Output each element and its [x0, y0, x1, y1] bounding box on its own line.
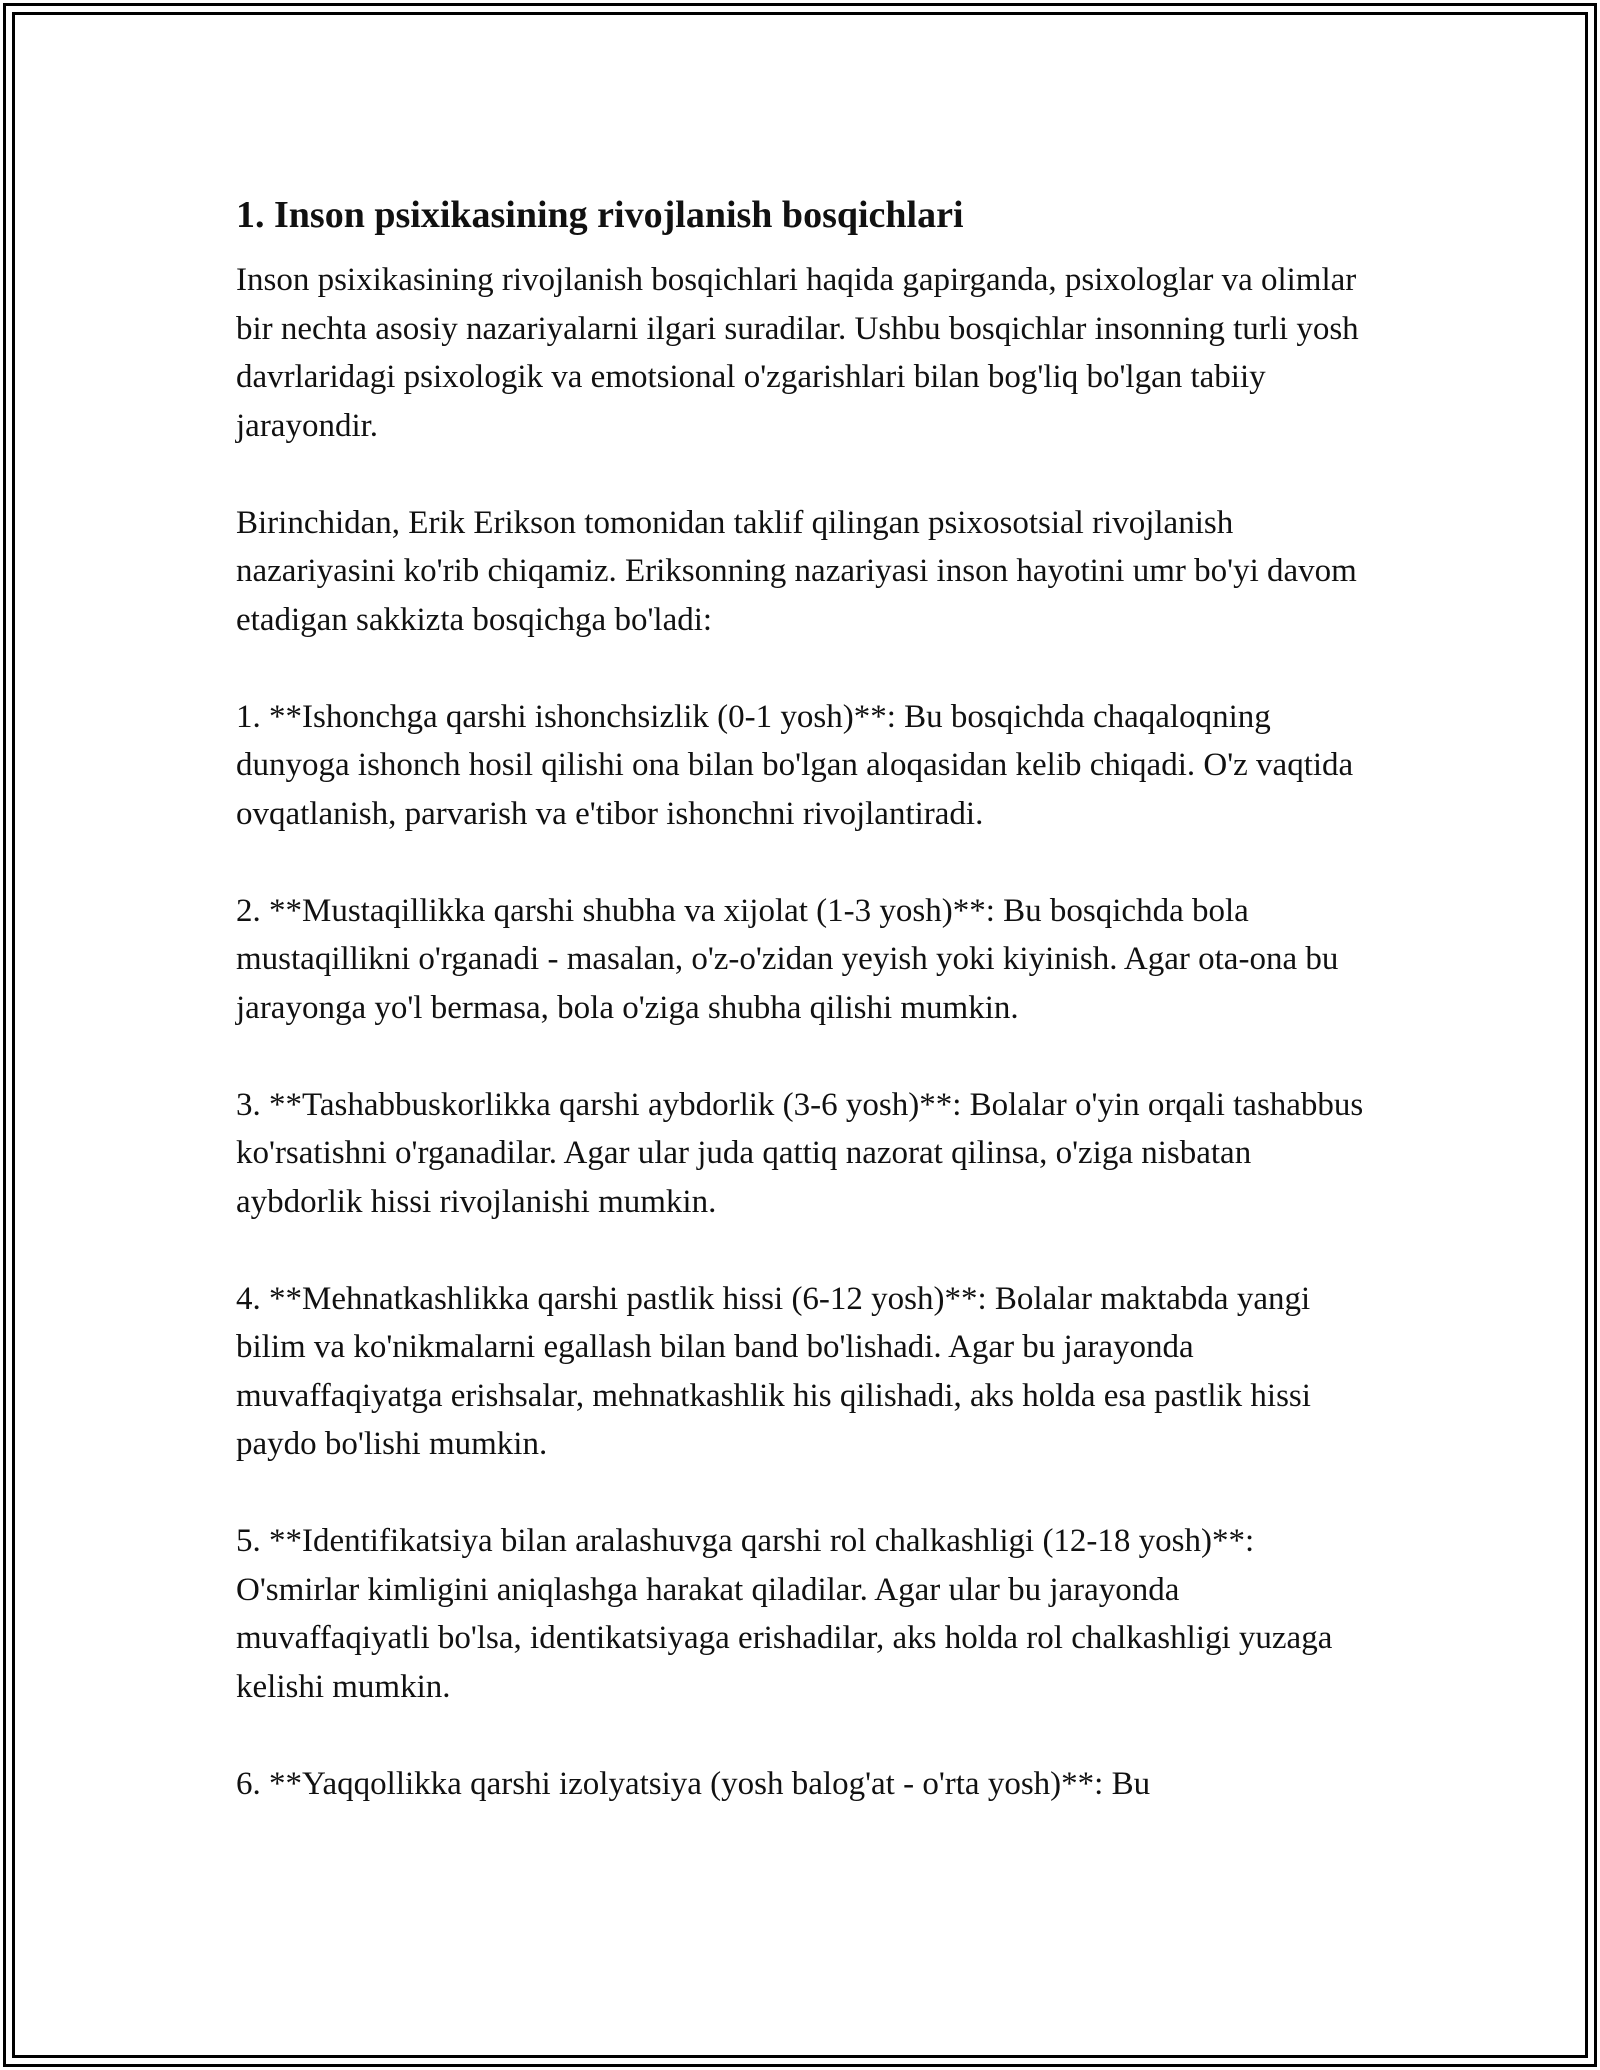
paragraph-erikson-intro: Birinchidan, Erik Erikson tomonidan taklif qilingan psixosotsial rivojlanish nazariyasini ko'rib chiqamiz. Eriksonning nazariyasi inson hayotini umr bo'yi davom etadigan sakkizta bosqichga bo'ladi: [236, 504, 1357, 638]
document-title: 1. Inson psixikasining rivojlanish bosqichlari [236, 194, 964, 236]
list-item-stage-4: 4. **Mehnatkashlikka qarshi pastlik hissi (6-12 yosh)**: Bolalar maktabda yangi bilim va ko'nikmalarni egallash bilan band bo'lishadi. Agar bu jarayonda muvaffaqiyatga erishsalar, mehnatkashlik his qilishadi, aks holda esa pastlik hissi paydo bo'lishi mumkin. [236, 1280, 1311, 1462]
list-item-stage-6: 6. **Yaqqollikka qarshi izolyatsiya (yosh balog'at - o'rta yosh)**: Bu [236, 1765, 1151, 1802]
list-item-stage-3: 3. **Tashabbuskorlikka qarshi aybdorlik (3-6 yosh)**: Bolalar o'yin orqali tashabbus ko'rsatishni o'rganadilar. Agar ular juda qattiq nazorat qilinsa, o'ziga nisbatan aybdorlik hissi rivojlanishi mumkin. [236, 1086, 1364, 1220]
paragraph-intro: Inson psixikasining rivojlanish bosqichlari haqida gapirganda, psixologlar va olimlar bir nechta asosiy nazariyalarni ilgari suradilar. Ushbu bosqichlar insonning turli yosh davrlaridagi psixologik va emotsional o'zgarishlari bilan bog'liq bo'lgan tabiiy jarayondir. [236, 262, 1359, 444]
list-item-stage-5: 5. **Identifikatsiya bilan aralashuvga qarshi rol chalkashligi (12-18 yosh)**: O'smirlar kimligini aniqlashga harakat qiladilar. Agar ular bu jarayonda muvaffaqiyatli bo'lsa, identikatsiyaga erishadilar, aks holda rol chalkashligi yuzaga kelishi mumkin. [236, 1523, 1333, 1705]
document-body [236, 186, 1366, 1808]
list-item-stage-2: 2. **Mustaqillikka qarshi shubha va xijolat (1-3 yosh)**: Bu bosqichda bola mustaqillikni o'rganadi - masalan, o'z-o'zidan yeyish yoki kiyinish. Agar ota-ona bu jarayonga yo'l bermasa, bola o'ziga shubha qilishi mumkin. [236, 892, 1339, 1026]
list-item-stage-1: 1. **Ishonchga qarshi ishonchsizlik (0-1 yosh)**: Bu bosqichda chaqaloqning dunyoga ishonch hosil qilishi ona bilan bo'lgan aloqasidan kelib chiqadi. O'z vaqtida ovqatlanish, parvarish va e'tibor ishonchni rivojlantiradi. [236, 698, 1354, 832]
